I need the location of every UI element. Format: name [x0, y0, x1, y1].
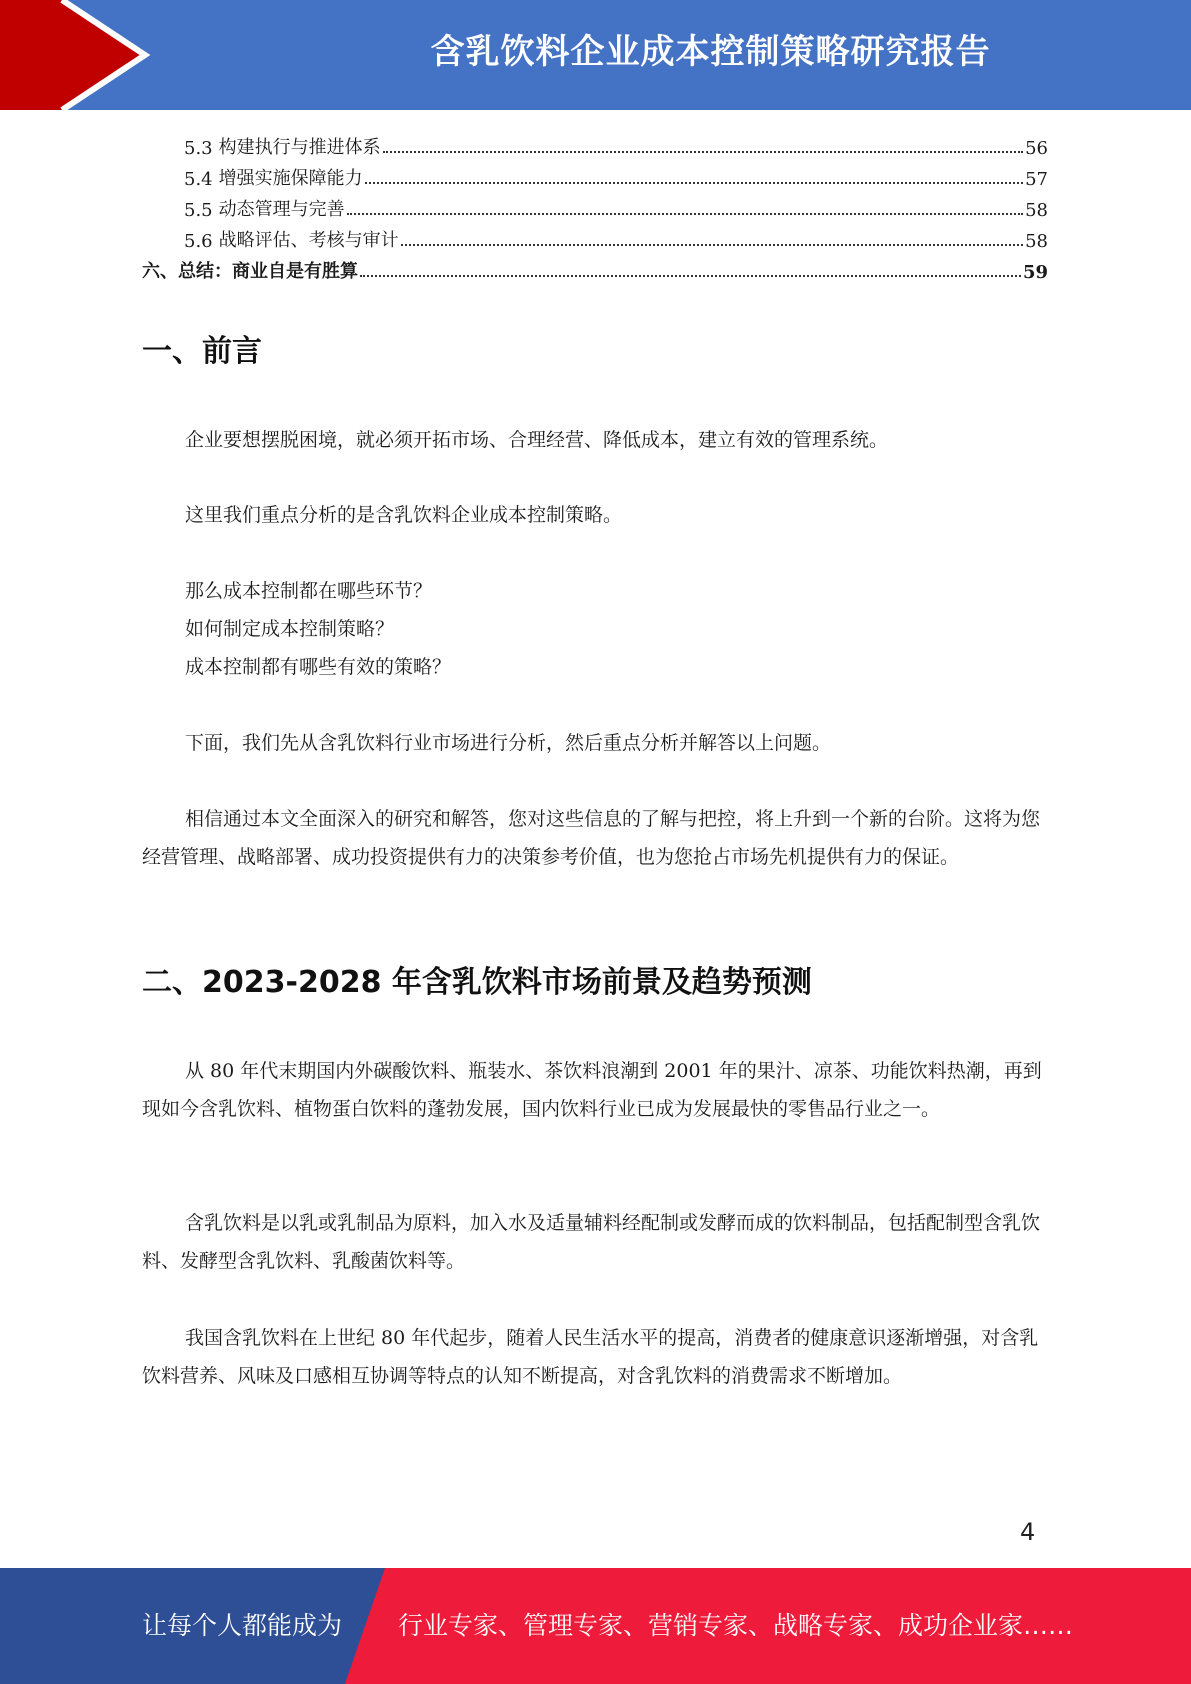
page-footer	[0, 1568, 1191, 1684]
page-number: 4	[1020, 1518, 1036, 1546]
paragraph: 下面，我们先从含乳饮料行业市场进行分析，然后重点分析并解答以上问题。	[185, 732, 832, 754]
toc-leader-dots	[360, 275, 1021, 277]
footer-slogan-right: 行业专家、管理专家、营销专家、战略专家、成功企业家……	[398, 1611, 1074, 1640]
toc-entry-page: 56	[1025, 138, 1048, 159]
toc-entry-page: 58	[1025, 200, 1048, 221]
toc-entry-5-3[interactable]	[142, 128, 1048, 159]
toc-entry-label: 战略评估、考核与审计	[218, 230, 399, 251]
toc-entry-number: 5.3	[184, 138, 213, 159]
toc-entry-5-4[interactable]	[142, 159, 1048, 190]
toc-entry-label: 动态管理与完善	[218, 199, 345, 220]
toc-leader-dots	[347, 213, 1023, 215]
toc-entry-label: 六、总结：商业自是有胜算	[142, 261, 358, 282]
section-heading-preface: 一、前言	[142, 334, 262, 369]
toc-entry-5-5[interactable]	[142, 190, 1048, 221]
paragraph: 相信通过本文全面深入的研究和解答，您对这些信息的了解与把控，将上升到一个新的台阶。这将为您经营管理、战略部署、成功投资提供有力的决策参考价值，也为您抢占市场先机提供有力的保证。	[142, 808, 1041, 868]
toc-entry-number: 5.4	[184, 169, 213, 190]
question-line: 如何制定成本控制策略？	[185, 618, 395, 640]
paragraph: 企业要想摆脱困境，就必须开拓市场、合理经营、降低成本，建立有效的管理系统。	[185, 429, 889, 451]
toc-leader-dots	[401, 244, 1023, 246]
footer-slogan-left: 让每个人都能成为	[142, 1611, 343, 1640]
toc-entry-number: 5.5	[184, 200, 213, 221]
question-line: 那么成本控制都在哪些环节？	[185, 580, 433, 602]
toc-entry-6[interactable]	[142, 252, 1048, 283]
toc-entry-5-6[interactable]	[142, 221, 1048, 252]
toc-entry-page: 57	[1025, 169, 1048, 190]
toc-entry-label: 增强实施保障能力	[218, 168, 363, 189]
paragraph: 我国含乳饮料在上世纪 80 年代起步，随着人民生活水平的提高，消费者的健康意识逐渐增强，对含乳饮料营养、风味及口感相互协调等特点的认知不断提高，对含乳饮料的消费需求不断增加。	[142, 1327, 1039, 1387]
section-heading-market-forecast: 二、2023-2028 年含乳饮料市场前景及趋势预测	[142, 965, 812, 1000]
header-title: 含乳饮料企业成本控制策略研究报告	[430, 32, 991, 72]
toc-entry-page: 58	[1025, 231, 1048, 252]
header-chevron-decoration	[0, 0, 200, 110]
question-line: 成本控制都有哪些有效的策略？	[185, 656, 452, 678]
paragraph: 从 80 年代末期国内外碳酸饮料、瓶装水、茶饮料浪潮到 2001 年的果汁、凉茶、功能饮料热潮，再到现如今含乳饮料、植物蛋白饮料的蓬勃发展，国内饮料行业已成为发展最快的零售品行业之一。	[142, 1060, 1042, 1120]
toc-entry-page: 59	[1022, 262, 1048, 283]
toc-entry-label: 构建执行与推进体系	[218, 137, 381, 158]
toc-leader-dots	[383, 151, 1023, 153]
toc-entry-number: 5.6	[184, 231, 213, 252]
paragraph: 含乳饮料是以乳或乳制品为原料，加入水及适量辅料经配制或发酵而成的饮料制品，包括配制型含乳饮料、发酵型含乳饮料、乳酸菌饮料等。	[142, 1212, 1041, 1272]
paragraph: 这里我们重点分析的是含乳饮料企业成本控制策略。	[185, 504, 623, 526]
table-of-contents	[142, 128, 1048, 283]
page-header	[0, 0, 1191, 110]
toc-leader-dots	[365, 182, 1023, 184]
